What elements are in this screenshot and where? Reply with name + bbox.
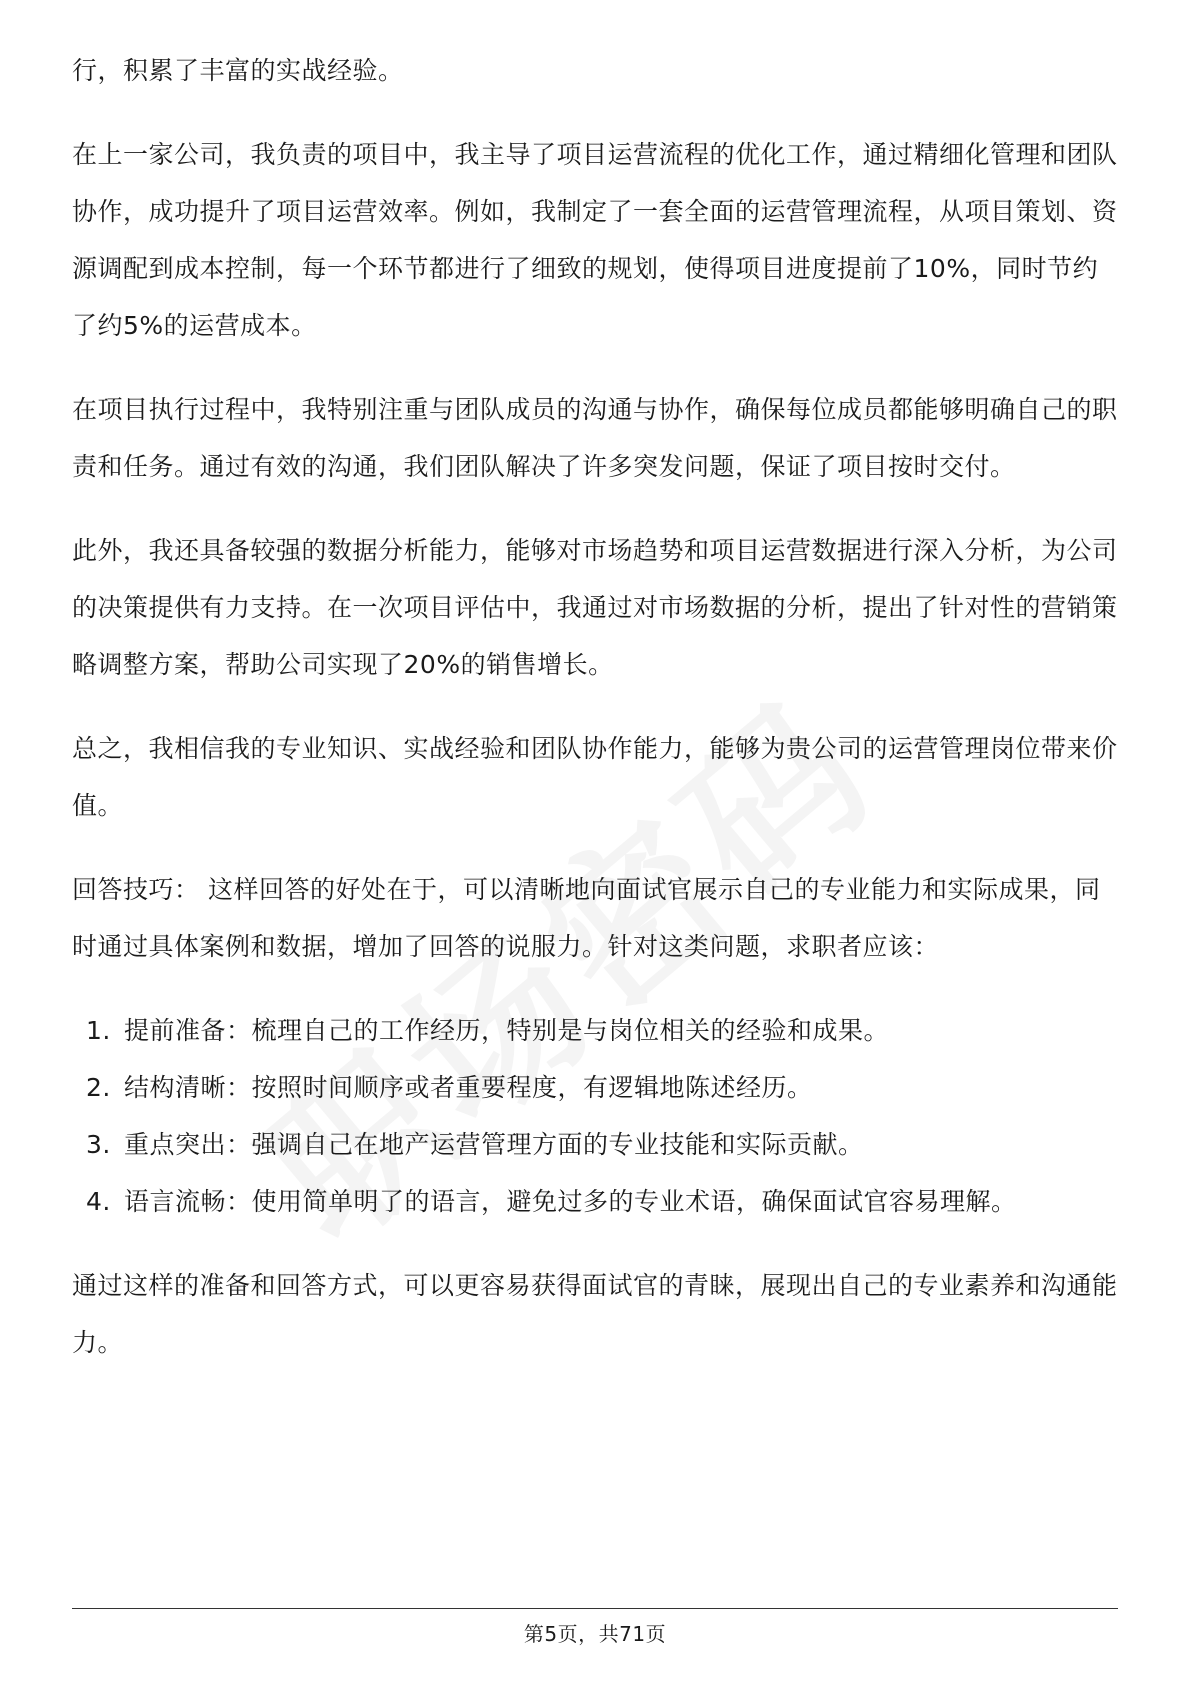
paragraph-data-analysis: 此外，我还具备较强的数据分析能力，能够对市场趋势和项目运营数据进行深入分析，为公司的决策提供有力支持。在一次项目评估中，我通过对市场数据的分析，提出了针对性的营销策略调整方案，帮助公司实现了20%的销售增长。	[72, 536, 1118, 679]
list-item	[72, 1059, 1118, 1116]
tips-list	[72, 1002, 1118, 1230]
paragraph-team-communication: 在项目执行过程中，我特别注重与团队成员的沟通与协作，确保每位成员都能够明确自己的职责和任务。通过有效的沟通，我们团队解决了许多突发问题，保证了项目按时交付。	[72, 395, 1118, 481]
paragraph-answer-tips: 回答技巧： 这样回答的好处在于，可以清晰地向面试官展示自己的专业能力和实际成果，同时通过具体案例和数据，增加了回答的说服力。针对这类问题，求职者应该：	[72, 875, 1101, 961]
list-item-text: 语言流畅：使用简单明了的语言，避免过多的专业术语，确保面试官容易理解。	[124, 1187, 1017, 1216]
list-item-number: 1.	[86, 1016, 111, 1045]
paragraph-intro-tail: 行，积累了丰富的实战经验。	[72, 56, 404, 85]
page-number: 第5页，共71页	[523, 1622, 667, 1646]
list-item-number: 2.	[86, 1073, 111, 1102]
list-item	[72, 1173, 1118, 1230]
paragraph-closing: 通过这样的准备和回答方式，可以更容易获得面试官的青睐，展现出自己的专业素养和沟通能力。	[72, 1271, 1118, 1357]
paragraph-summary: 总之，我相信我的专业知识、实战经验和团队协作能力，能够为贵公司的运营管理岗位带来价值。	[72, 734, 1118, 820]
paragraph-previous-company: 在上一家公司，我负责的项目中，我主导了项目运营流程的优化工作，通过精细化管理和团队协作，成功提升了项目运营效率。例如，我制定了一套全面的运营管理流程，从项目策划、资源调配到成本控制，每一个环节都进行了细致的规划，使得项目进度提前了10%，同时节约了约5%的运营成本。	[72, 140, 1118, 340]
list-item	[72, 1116, 1118, 1173]
list-item-text: 结构清晰：按照时间顺序或者重要程度，有逻辑地陈述经历。	[124, 1073, 813, 1102]
list-item-text: 重点突出：强调自己在地产运营管理方面的专业技能和实际贡献。	[124, 1130, 864, 1159]
footer-divider	[72, 1608, 1118, 1609]
list-item-text: 提前准备：梳理自己的工作经历，特别是与岗位相关的经验和成果。	[124, 1016, 890, 1045]
page-content	[72, 42, 1118, 1398]
list-item-number: 4.	[86, 1187, 111, 1216]
list-item	[72, 1002, 1118, 1059]
list-item-number: 3.	[86, 1130, 111, 1159]
